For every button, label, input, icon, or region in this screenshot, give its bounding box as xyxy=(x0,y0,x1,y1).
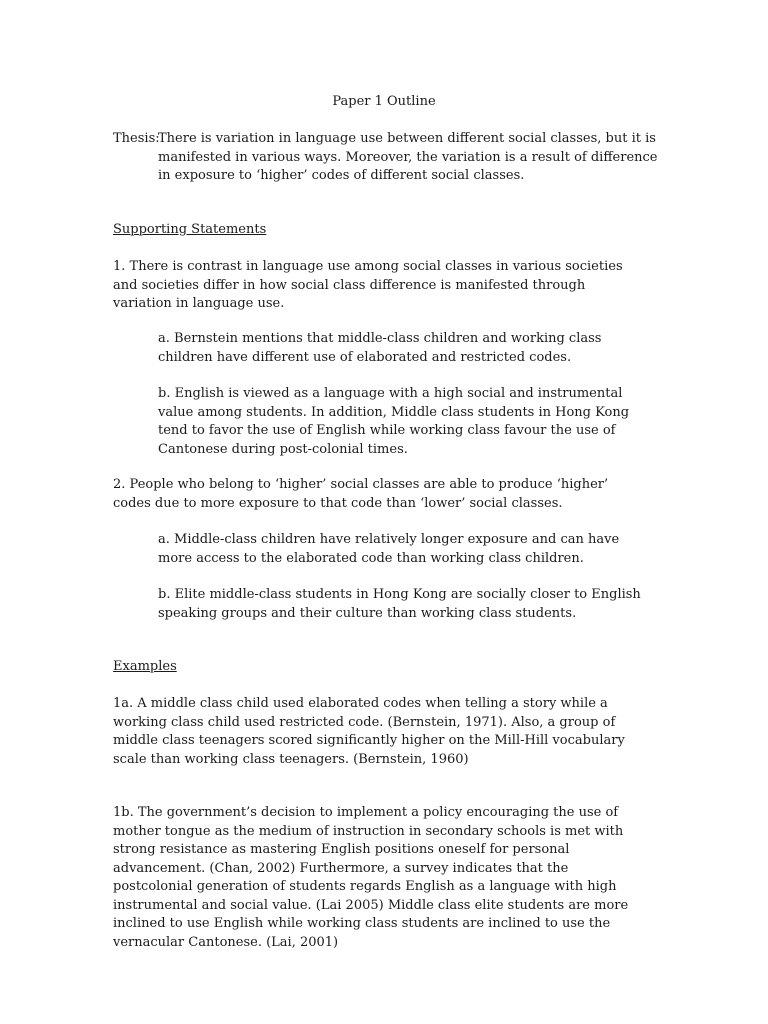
thesis-body-cont xyxy=(158,149,658,186)
thesis-body xyxy=(158,130,656,149)
thesis-line-3: in exposure to ‘higher’ codes of different social classes. xyxy=(158,168,525,183)
supporting-statement-2a: a. Middle-class children have relatively longer exposure and can have more access to the elaborated code than working class children. xyxy=(158,532,620,566)
supporting-statements-heading: Supporting Statements xyxy=(113,222,267,237)
thesis-line-1: There is variation in language use between different social classes, but it is xyxy=(158,131,656,146)
examples-heading: Examples xyxy=(113,659,177,674)
supporting-statement-2b: b. Elite middle-class students in Hong Kong are socially closer to English speaking groups and their culture than working class students. xyxy=(158,587,641,621)
example-1b: 1b. The government’s decision to implement a policy encouraging the use of mother tongue as the medium of instruction in secondary schools is met with strong resistance as mastering English positions oneself for personal advancement. (Chan, 2002) Furthermore, a survey indicates that the postcolonial generation of students regards English as a language with high instrumental and social value. (Lai 2005) Middle class elite students are more inclined to use English while working class students are inclined to use the vernacular Cantonese. (Lai, 2001) xyxy=(113,805,629,950)
thesis-label: Thesis: xyxy=(113,131,160,146)
supporting-statement-1: 1. There is contrast in language use among social classes in various societies and societies differ in how social class difference is manifested through variation in language use. xyxy=(113,259,623,311)
page-title: Paper 1 Outline xyxy=(332,94,436,109)
thesis-line-2: manifested in various ways. Moreover, the variation is a result of difference xyxy=(158,149,658,165)
supporting-statement-2: 2. People who belong to ‘higher’ social classes are able to produce ‘higher’ codes due to more exposure to that code than ‘lower’ social classes. xyxy=(113,477,609,511)
supporting-statement-1a: a. Bernstein mentions that middle-class children and working class children have different use of elaborated and restricted codes. xyxy=(158,331,602,365)
example-1a: 1a. A middle class child used elaborated codes when telling a story while a working class child used restricted code. (Bernstein, 1971). Also, a group of middle class teenagers scored significantly higher on the Mill-Hill vocabulary scale than working class teenagers. (Bernstein, 1960) xyxy=(113,696,625,767)
supporting-statement-1b: b. English is viewed as a language with a high social and instrumental value among students. In addition, Middle class students in Hong Kong tend to favor the use of English while working class favour the use of Cantonese during post-colonial times. xyxy=(158,386,630,457)
